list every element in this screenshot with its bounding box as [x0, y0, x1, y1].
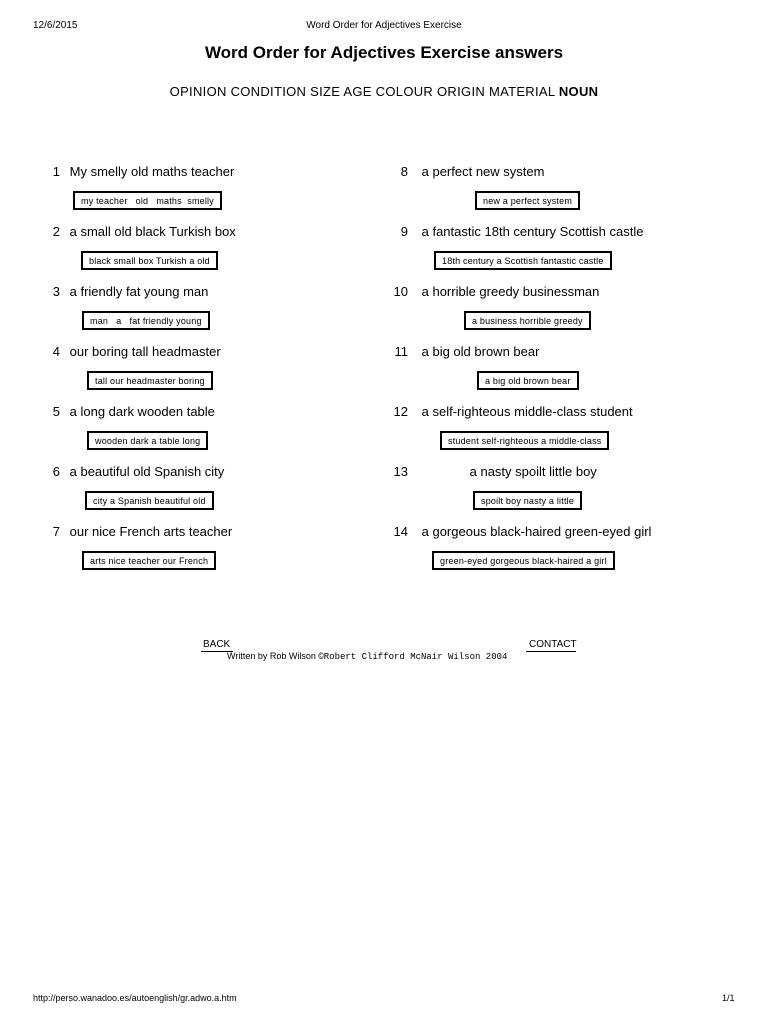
- question-phrase: a beautiful old Spanish city: [69, 464, 225, 479]
- adjective-order-line: [0, 84, 768, 99]
- question-number: 1: [52, 164, 60, 179]
- question-10: [384, 284, 599, 299]
- question-phrase: a long dark wooden table: [69, 404, 215, 419]
- credit-author: Written by Rob Wilson: [227, 651, 319, 661]
- question-14: [384, 524, 651, 539]
- answer-box-6: city a Spanish beautiful old: [85, 491, 214, 510]
- footer-page-number: 1/1: [722, 993, 735, 1003]
- question-number: 8: [400, 164, 408, 179]
- question-1: [36, 164, 234, 179]
- question-7: [36, 524, 232, 539]
- answer-box-10: a business horrible greedy: [464, 311, 591, 330]
- question-number: 9: [400, 224, 408, 239]
- question-phrase: a perfect new system: [421, 164, 545, 179]
- question-3: [36, 284, 208, 299]
- credit-copyright: ©Robert Clifford McNair Wilson 2004: [318, 652, 508, 662]
- question-phrase: a big old brown bear: [421, 344, 540, 359]
- answer-box-3: man a fat friendly young: [82, 311, 210, 330]
- question-number: 12: [393, 404, 408, 419]
- answer-box-7: arts nice teacher our French: [82, 551, 216, 570]
- contact-link-rule: [526, 651, 576, 652]
- question-12: [384, 404, 633, 419]
- question-5: [36, 404, 215, 419]
- question-phrase: a gorgeous black-haired green-eyed girl: [421, 524, 652, 539]
- question-number: 10: [393, 284, 408, 299]
- question-number: 2: [52, 224, 60, 239]
- question-number: 13: [393, 464, 408, 479]
- adjective-order-words: OPINION CONDITION SIZE AGE COLOUR ORIGIN MATERIAL: [169, 84, 555, 99]
- print-header-title: Word Order for Adjectives Exercise: [306, 20, 462, 31]
- answer-box-2: black small box Turkish a old: [81, 251, 218, 270]
- question-8: [384, 164, 544, 179]
- question-13: [384, 464, 597, 479]
- question-phrase: a self-righteous middle-class student: [421, 404, 633, 419]
- back-link[interactable]: BACK: [203, 639, 231, 650]
- question-number: 3: [52, 284, 60, 299]
- question-phrase: our nice French arts teacher: [69, 524, 233, 539]
- question-phrase: a small old black Turkish box: [69, 224, 236, 239]
- question-phrase: a friendly fat young man: [69, 284, 209, 299]
- question-4: [36, 344, 221, 359]
- question-number: 11: [394, 344, 408, 359]
- question-phrase: a fantastic 18th century Scottish castle: [421, 224, 644, 239]
- answer-box-12: student self-righteous a middle-class: [440, 431, 609, 450]
- question-number: 14: [393, 524, 408, 539]
- question-2: [36, 224, 236, 239]
- question-number: 5: [52, 404, 60, 419]
- question-phrase: a horrible greedy businessman: [421, 284, 600, 299]
- answer-box-9: 18th century a Scottish fantastic castle: [434, 251, 612, 270]
- answer-box-4: tall our headmaster boring: [87, 371, 213, 390]
- answer-box-14: green-eyed gorgeous black-haired a girl: [432, 551, 615, 570]
- adjective-order-noun: NOUN: [558, 84, 599, 99]
- answer-box-5: wooden dark a table long: [87, 431, 208, 450]
- answer-box-8: new a perfect system: [475, 191, 580, 210]
- question-number: 7: [52, 524, 60, 539]
- answer-box-13: spoilt boy nasty a little: [473, 491, 582, 510]
- question-number: 4: [52, 344, 60, 359]
- question-phrase: a nasty spoilt little boy: [469, 464, 597, 479]
- question-phrase: My smelly old maths teacher: [69, 164, 235, 179]
- question-11: [384, 344, 539, 359]
- question-9: [384, 224, 643, 239]
- credit-line: [227, 651, 507, 662]
- print-date: 12/6/2015: [33, 20, 78, 31]
- question-phrase: our boring tall headmaster: [69, 344, 221, 359]
- question-number: 6: [52, 464, 60, 479]
- contact-link[interactable]: CONTACT: [529, 639, 577, 650]
- page-title: Word Order for Adjectives Exercise answers: [204, 43, 564, 62]
- question-6: [36, 464, 224, 479]
- footer-url: http://perso.wanadoo.es/autoenglish/gr.adwo.a.htm: [33, 993, 237, 1003]
- answer-box-11: a big old brown bear: [477, 371, 579, 390]
- answer-box-1: my teacher old maths smelly: [73, 191, 222, 210]
